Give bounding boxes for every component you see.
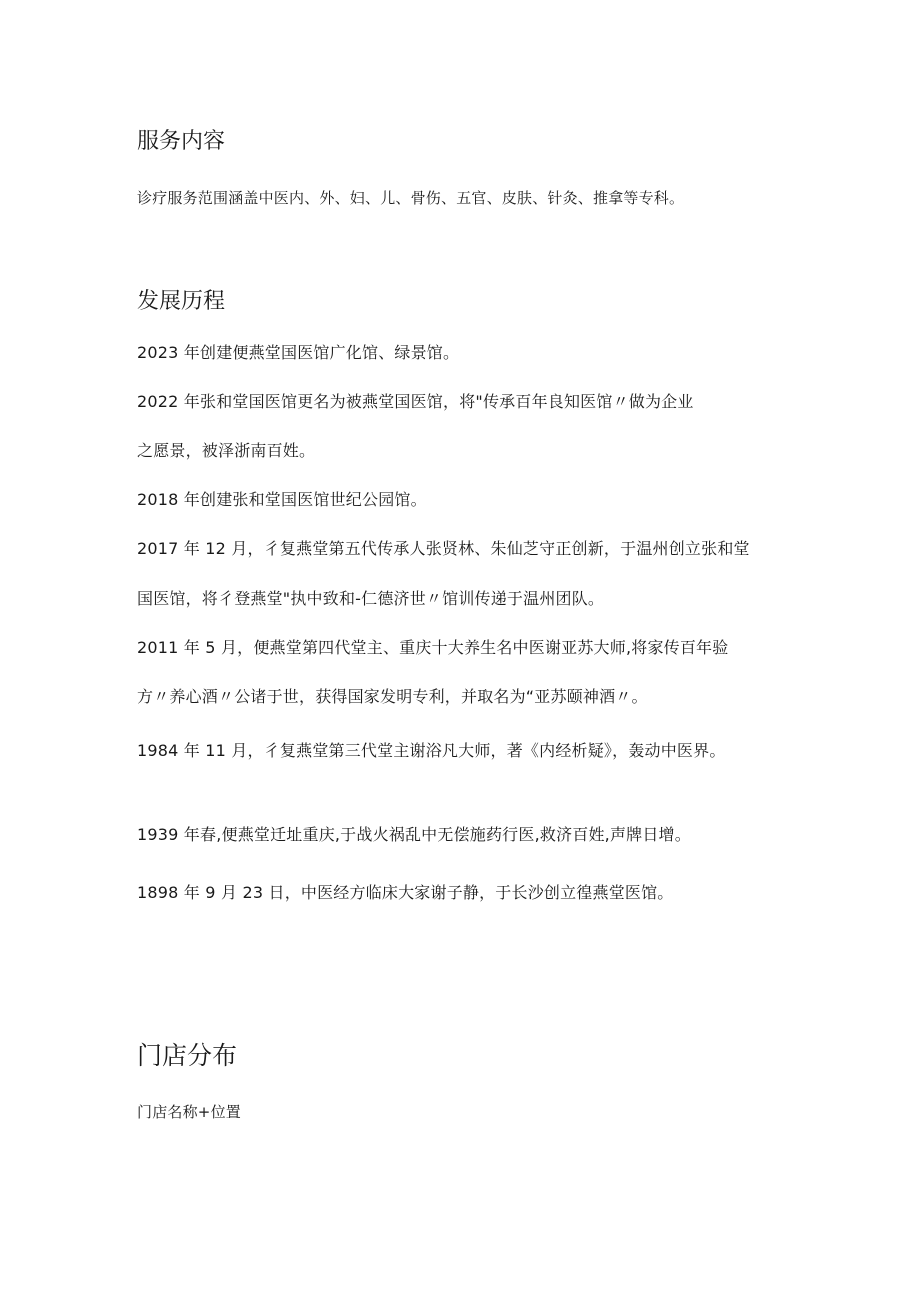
history-line: 1984 年 11 月，彳复燕堂第三代堂主谢浴凡大师，著《内经析疑》，轰动中医界。 xyxy=(137,741,726,760)
services-body: 诊疗服务范围涵盖中医内、外、妇、儿、骨伤、五官、皮肤、针灸、推拿等专科。 xyxy=(137,189,685,207)
history-line: 方〃养心酒〃公诸于世，获得国家发明专利，并取名为“亚苏颐神酒〃。 xyxy=(137,687,648,706)
stores-body: 门店名称+位置 xyxy=(137,1103,241,1121)
history-line: 2018 年创建张和堂国医馆世纪公园馆。 xyxy=(137,490,427,509)
history-line: 2023 年创建便燕堂国医馆广化馆、绿景馆。 xyxy=(137,343,460,362)
history-line: 2022 年张和堂国医馆更名为被燕堂国医馆，将"传承百年良知医馆〃做为企业 xyxy=(137,392,694,411)
history-line: 2017 年 12 月，彳复燕堂第五代传承人张贤林、朱仙芝守正创新，于温州创立张和堂 xyxy=(137,539,750,558)
history-line: 国医馆，将彳登燕堂"执中致和-仁德济世〃馆训传递于温州团队。 xyxy=(137,589,605,608)
services-heading: 服务内容 xyxy=(137,129,226,154)
history-line: 1939 年春,便燕堂迁址重庆,于战火祸乱中无偿施药行医,救济百姓,声牌日增。 xyxy=(137,825,691,844)
history-line: 1898 年 9 月 23 日，中医经方临床大家谢子静，于长沙创立徨燕堂医馆。 xyxy=(137,883,674,902)
history-line: 2011 年 5 月，便燕堂第四代堂主、重庆十大养生名中医谢亚苏大师,将家传百年验 xyxy=(137,638,729,657)
stores-heading: 门店分布 xyxy=(137,1041,238,1070)
history-heading: 发展历程 xyxy=(137,289,226,314)
history-line: 之愿景，被泽浙南百姓。 xyxy=(137,441,316,460)
